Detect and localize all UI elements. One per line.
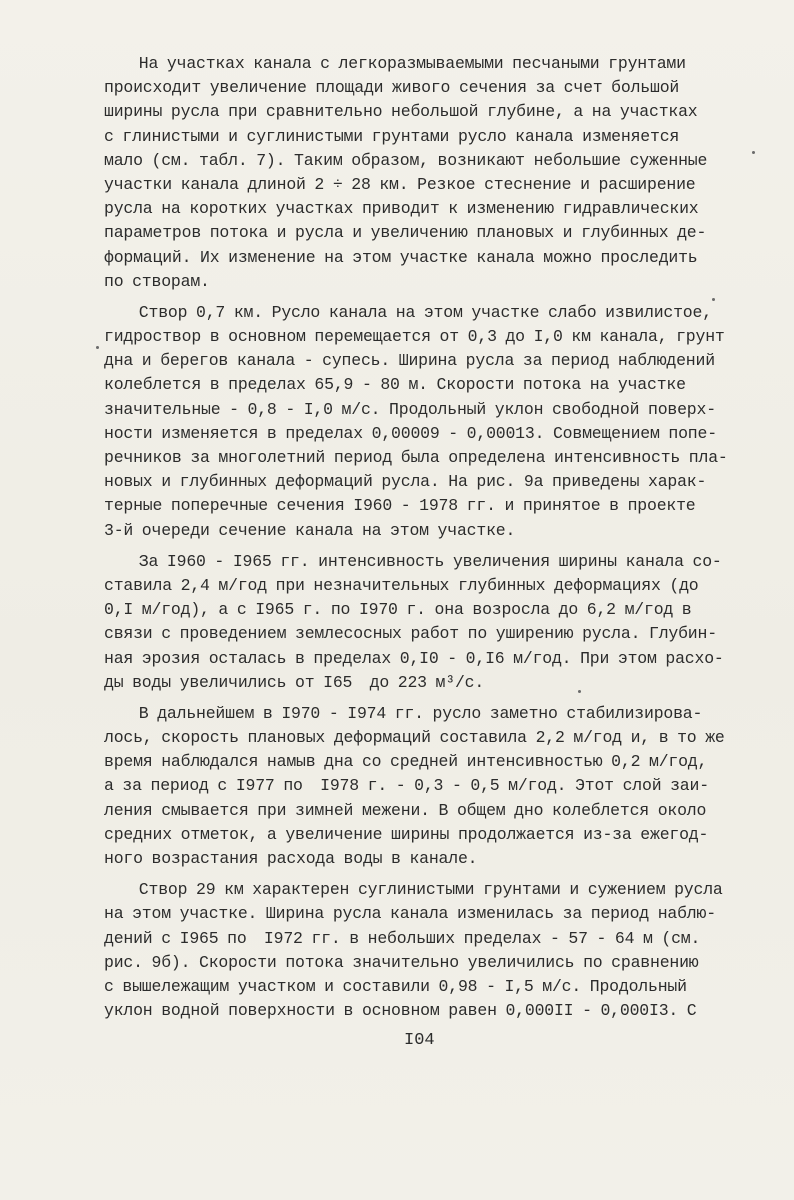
text-line: колеблется в пределах 65,9 - 80 м. Скорости потока на участке [104,375,686,395]
text-line: мало (см. табл. 7). Таким образом, возникают небольшие суженные [104,150,708,170]
text-line: дна и берегов канала - супесь. Ширина русла за период наблюдений [104,351,715,371]
text-line: с вышележащим участком и составили 0,98 - I,5 м/с. Продольный [104,976,687,996]
text-line: Створ 29 км характерен суглинистыми грунтами и сужением русла [104,880,723,900]
text-line: терные поперечные сечения I960 - 1978 гг. и принятое в проекте [104,496,696,516]
paragraph-gap [104,543,764,550]
scan-speck [712,298,715,301]
scan-speck [96,346,99,349]
text-line: формаций. Их изменение на этом участке канала можно проследить [104,247,698,267]
text-line: средних отметок, а увеличение ширины продолжается из-за ежегод- [104,824,709,844]
text-line: ставила 2,4 м/год при незначительных глубинных деформациях (до [104,575,699,595]
text-line: участки канала длиной 2 ÷ 28 км. Резкое стеснение и расширение [104,174,696,194]
text-line: происходит увеличение площади живого сечения за счет большой [104,78,680,98]
text-line: 0,I м/год), а с I965 г. по I970 г. она возросла до 6,2 м/год в [104,600,692,620]
text-line: русла на коротких участках приводит к изменению гидравлических [104,199,699,219]
text-line: речников за многолетний период была определена интенсивность пла- [104,448,728,467]
text-line: Створ 0,7 км. Русло канала на этом участке слабо извилистое, [104,302,712,322]
text-line: время наблюдался намыв дна со средней интенсивностью 0,2 м/год, [104,752,708,772]
text-line: За I960 - I965 гг. интенсивность увеличения ширины канала со- [104,551,722,571]
text-line: На участках канала с легкоразмываемыми песчаными грунтами [104,54,686,73]
text-line: рис. 9б). Скорости потока значительно увеличились по сравнению [104,952,699,972]
text-line: 3-й очереди сечение канала на этом участке. [104,520,516,540]
text-line: на этом участке. Ширина русла канала изменилась за период наблю- [104,904,716,924]
text-line: ления смывается при зимней межени. В общем дно колеблется около [104,800,707,820]
text-line: новых и глубинных деформаций русла. На рис. 9а приведены харак- [104,472,707,492]
text-line: ная эрозия осталась в пределах 0,I0 - 0,I6 м/год. При этом расхо- [104,648,724,668]
paragraph-1970-1974 [104,702,764,871]
text-line: ды воды увеличились от I65 до 223 м³/с. [104,672,485,692]
text-line: лось, скорость плановых деформаций составила 2,2 м/год и, в то же [104,728,725,748]
scan-speck [752,151,755,154]
page-number: I04 [404,1031,435,1050]
paragraph-gap [104,294,764,301]
body-text [104,52,764,1023]
text-line: дений с I965 по I972 гг. в небольших пределах - 57 - 64 м (см. [104,928,701,948]
paragraph-1960-1965 [104,550,764,695]
text-line: В дальнейшем в I970 - I974 гг. русло заметно стабилизирова- [104,703,703,723]
paragraph-gap [104,695,764,702]
paragraph-gap [104,871,764,878]
text-line: ширины русла при сравнительно небольшой глубине, а на участках [104,102,698,122]
text-line: а за период с I977 по I978 г. - 0,3 - 0,5 м/год. Этот слой заи- [104,776,709,796]
text-line: параметров потока и русла и увеличению плановых и глубинных де- [104,223,707,243]
paragraph-station-29km [104,878,764,1023]
text-line: ного возрастания расхода воды в канале. [104,849,478,868]
text-line: связи с проведением землесосных работ по уширению русла. Глубин- [104,624,717,644]
text-line: гидроствор в основном перемещается от 0,3 до I,0 км канала, грунт [104,327,725,347]
scan-speck [578,690,581,693]
text-line: уклон водной поверхности в основном равен 0,000II - 0,000I3. С [104,1001,697,1021]
paragraph-channel-sections [104,52,764,294]
paragraph-station-0-7km [104,301,764,543]
text-line: по створам. [104,271,210,291]
text-line: ности изменяется в пределах 0,00009 - 0,00013. Совмещением попе- [104,423,717,443]
text-line: значительные - 0,8 - I,0 м/с. Продольный уклон свободной поверх- [104,399,716,419]
text-line: с глинистыми и суглинистыми грунтами русло канала изменяется [104,126,680,146]
